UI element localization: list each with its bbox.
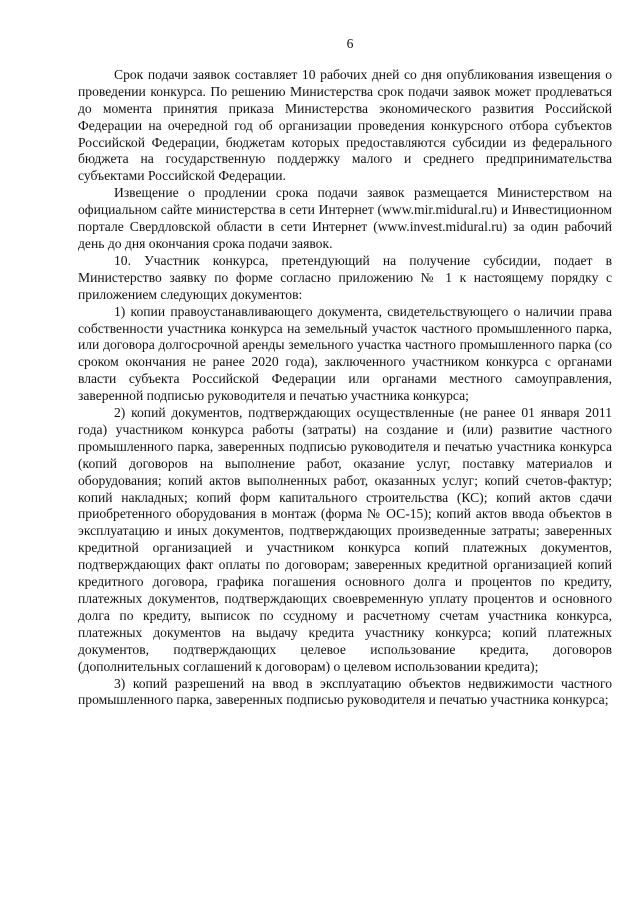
paragraph-subitem-1: 1) копии правоустанавливающего документа, свидетельствующего о наличии права собственности участника конкурса на земельный участок частного промышленного парка, или договора долгосрочной аренды земельного участка частного промышленного парка (со сроком окончания не ранее 2020 года), заключенного участником конкурса с органами власти субъекта Российской Федерации или органами местного самоуправления, заверенной подписью руководителя и печатью участника конкурса; [78, 303, 612, 404]
paragraph-subitem-3: 3) копий разрешений на ввод в эксплуатацию объектов недвижимости частного промышленного парка, заверенных подписью руководителя и печатью участника конкурса; [78, 675, 612, 708]
paragraph-subitem-2: 2) копий документов, подтверждающих осуществленные (не ранее 01 января 2011 года) участником конкурса работы (затраты) на создание и (или) развитие частного промышленного парка, заверенных подписью руководителя и печатью участника конкурса (копий договоров на выполнение работ, оказание услуг, поставку материалов и оборудования; копий актов выполненных работ, оказанных услуг; копий счетов-фактур; копий накладных; копий форм капитального строительства (КС); копий актов сдачи приобретенного оборудования в монтаж (форма № ОС-15); копий актов ввода объектов в эксплуатацию и иных документов, подтверждающих произведенные затраты; заверенных кредитной организацией и участником конкурса копий платежных документов, подтверждающих факт оплаты по договорам; заверенных кредитной организацией копий кредитного договора, графика погашения основного долга и процентов по кредиту, платежных документов, подтверждающих своевременную уплату процентов и основного долга по кредиту, выписок по ссудному и расчетному счетам участника конкурса, платежных документов на выдачу кредита участнику конкурса; копий платежных документов, подтверждающих целевое использование кредита, договоров (дополнительных соглашений к договорам) о целевом использовании кредита); [78, 405, 612, 674]
paragraph-deadline: Срок подачи заявок составляет 10 рабочих дней со дня опубликования извещения о проведении конкурса. По решению Министерства срок подачи заявок может продлеваться до момента принятия приказа Министерства экономического развития Российской Федерации на очередной год об организации проведения конкурсного отбора субъектов Российской Федерации, бюджетам которых предоставляются субсидии из федерального бюджета на государственную поддержку малого и среднего предпринимательства субъектами Российской Федерации. [78, 66, 612, 184]
paragraph-item-10: 10. Участник конкурса, претендующий на получение субсидии, подает в Министерство заявку по форме согласно приложению № 1 к настоящему порядку с приложением следующих документов: [78, 252, 612, 302]
page-number: 6 [346, 36, 354, 51]
paragraph-extension-notice: Извещение о продлении срока подачи заявок размещается Министерством на официальном сайте министерства в сети Интернет (www.mir.midural.ru) и Инвестиционном портале Свердловской области в сети Интернет (www.invest.midural.ru) за один рабочий день до дня окончания срока подачи заявок. [78, 185, 612, 251]
